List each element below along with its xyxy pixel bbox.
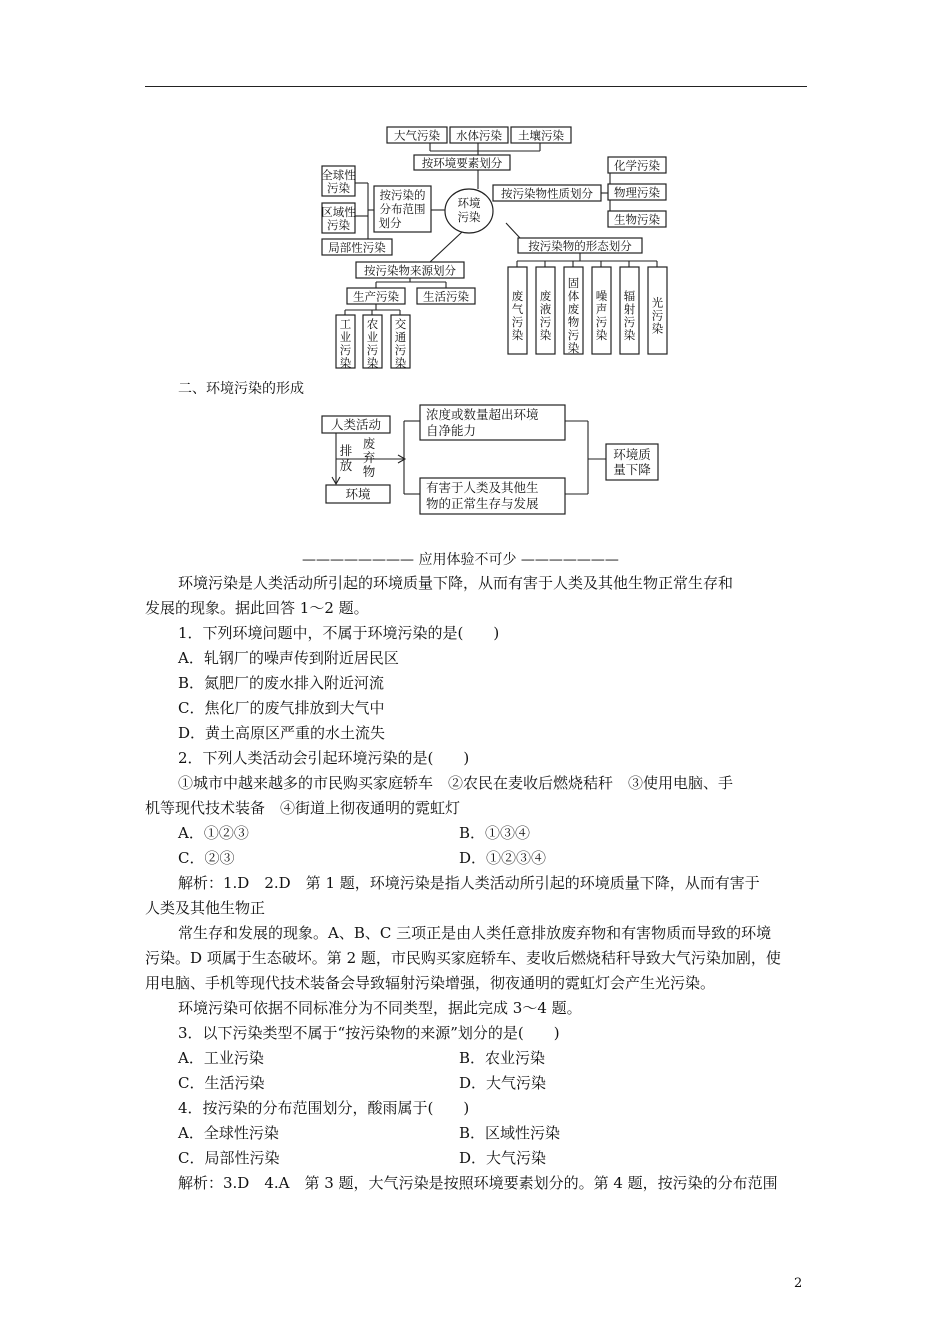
label-emit-1: 排 [339,443,353,458]
production-box-2-char: 染 [394,356,407,370]
box-by-range-3: 划分 [378,216,402,230]
form-box-2-char: 物 [567,315,580,329]
para-intro-2: 发展的现象。据此回答 1～2 题。 [145,599,369,617]
label-waste-1: 废 [362,436,376,451]
label-waste-3: 物 [362,464,376,479]
para-intro-1: 环境污染是人类活动所引起的环境质量下降，从而有害于人类及其他生物正常生存和 [178,574,734,592]
q1-option-c: C．焦化厂的废气排放到大气中 [178,699,385,717]
answer-1-line-5: 用电脑、手机等现代技术装备会导致辐射污染增强，彻夜通明的霓虹灯会产生光污染。 [145,974,716,992]
q4-option-b: B．区域性污染 [459,1124,561,1142]
para-intro-3: 环境污染可依据不同标准分为不同类型，据此完成 3～4 题。 [178,999,582,1017]
q3-option-a: A．工业污染 [178,1049,264,1067]
q2-option-b: B．①③④ [459,824,531,842]
box-air-pollution: 大气污染 [394,128,440,143]
form-box-3-char: 污 [595,315,608,329]
answer-1-line-4: 污染。D 项属于生态破坏。第 2 题，市民购买家庭轿车、麦收后燃烧秸秆导致大气污染加剧，使 [145,949,781,967]
label-emit-2: 放 [339,458,353,473]
answer-2-line-1: 解析：3.D 4.A 第 3 题，大气污染是按照环境要素划分的。第 4 题，按污染的分布范围 [178,1174,778,1192]
answer-1-line-2: 人类及其他生物正 [145,899,266,917]
box-water-pollution: 水体污染 [456,128,502,143]
box-by-source: 按污染物来源划分 [364,263,456,278]
box-production: 生产污染 [353,289,399,304]
form-box-3-char: 噪 [595,289,608,303]
box-soil-pollution: 土壤污染 [518,128,564,143]
form-box-0-char: 染 [511,328,524,342]
form-box-3-char: 声 [595,302,608,316]
q2-option-a: A．①②③ [178,824,249,842]
box-local: 局部性污染 [328,240,386,255]
label-waste-2: 弃 [362,450,376,465]
form-box-4-char: 辐 [623,289,636,303]
form-box-2-char: 固 [567,276,580,290]
box-upper-1: 浓度或数量超出环境 [426,407,539,422]
q3-option-b: B．农业污染 [459,1049,546,1067]
form-box-2-char: 废 [567,302,580,316]
form-box-0-char: 气 [511,302,524,316]
box-life: 生活污染 [423,289,469,304]
form-box-0-char: 污 [511,315,524,329]
q2-option-c: C．②③ [178,849,235,867]
q4-option-d: D．大气污染 [459,1149,547,1167]
box-by-element: 按环境要素划分 [421,156,503,170]
box-physical: 物理污染 [614,185,660,200]
box-regional-1: 区域性 [321,205,356,219]
form-box-4-char: 射 [623,302,636,316]
form-box-1-char: 污 [539,315,552,329]
box-by-range-1: 按污染的 [379,188,426,202]
q4-option-c: C．局部性污染 [178,1149,280,1167]
box-by-form: 按污染物的形态划分 [528,239,632,253]
box-lower-2: 物的正常生存与发展 [426,496,539,511]
form-box-5-char: 污 [651,308,664,323]
form-box-2-char: 污 [567,328,580,342]
production-box-1-char: 污 [366,343,379,357]
question-4: 4．按污染的分布范围划分，酸雨属于( ) [178,1099,470,1117]
form-box-1-char: 液 [539,302,552,316]
section-divider: ———————— 应用体验不可少 ——————— [302,552,619,568]
box-regional-2: 污染 [327,218,350,232]
question-1: 1．下列环境问题中，不属于环境污染的是( ) [178,624,500,642]
form-box-4-char: 污 [623,315,636,329]
question-3: 3．以下污染类型不属于“按污染物的来源”划分的是( ) [178,1024,560,1042]
box-by-property: 按污染物性质划分 [501,186,593,201]
box-biological: 生物污染 [614,212,660,227]
question-2: 2．下列人类活动会引起环境污染的是( ) [178,749,470,767]
box-result-2: 量下降 [613,462,651,477]
form-box-4-char: 染 [623,328,636,342]
q2-option-d: D．①②③④ [459,849,547,867]
box-upper-2: 自净能力 [426,423,477,438]
q4-option-a: A．全球性污染 [178,1124,279,1142]
box-environment: 环境 [345,486,371,502]
box-result-1: 环境质 [613,447,651,462]
production-box-0-char: 工 [339,317,352,331]
q2-statements-2: 机等现代技术装备 ④街道上彻夜通明的霓虹灯 [145,799,461,817]
q1-option-a: A．轧钢厂的噪声传到附近居民区 [178,649,399,667]
production-box-2-char: 交 [394,317,407,331]
production-box-2-char: 污 [394,343,407,357]
section-2-title: 二、环境污染的形成 [178,381,304,397]
q1-option-b: B．氮肥厂的废水排入附近河流 [178,674,385,692]
center-env-1: 环境 [457,196,481,210]
form-box-1-char: 染 [539,328,552,342]
form-box-0-char: 废 [511,289,524,303]
production-box-1-char: 农 [366,317,379,331]
q2-statements-1: ①城市中越来越多的市民购买家庭轿车 ②农民在麦收后燃烧秸秆 ③使用电脑、手 [178,774,734,792]
production-box-2-char: 通 [394,330,407,344]
center-env-2: 污染 [457,210,481,224]
form-boxes [508,267,667,355]
box-global-2: 污染 [327,181,350,195]
form-box-5-char: 染 [651,321,664,336]
form-box-1-char: 废 [539,289,552,303]
q3-option-d: D．大气污染 [459,1074,547,1092]
page-number: 2 [794,1276,803,1291]
production-box-0-char: 染 [339,356,352,370]
box-by-range-2: 分布范围 [379,202,426,216]
form-box-2-char: 体 [567,289,580,303]
production-boxes [336,315,410,370]
form-box-5-char: 光 [651,295,664,310]
q1-option-d: D．黄土高原区严重的水土流失 [178,724,386,742]
production-box-1-char: 染 [366,356,379,370]
answer-1-line-1: 解析：1.D 2.D 第 1 题，环境污染是指人类活动所引起的环境质量下降，从而有害于 [178,874,760,892]
box-chemical: 化学污染 [614,158,660,173]
box-human-activity: 人类活动 [330,417,382,432]
production-box-0-char: 业 [339,330,352,344]
production-box-0-char: 污 [339,343,352,357]
box-global-1: 全球性 [321,168,356,182]
form-box-2-char: 染 [567,341,580,355]
answer-1-line-3: 常生存和发展的现象。A、B、C 三项正是由人类任意排放废弃物和有害物质而导致的环境 [178,924,772,942]
box-lower-1: 有害于人类及其他生 [426,480,539,495]
form-box-3-char: 染 [595,328,608,342]
q3-option-c: C．生活污染 [178,1074,265,1092]
production-box-1-char: 业 [366,330,379,344]
